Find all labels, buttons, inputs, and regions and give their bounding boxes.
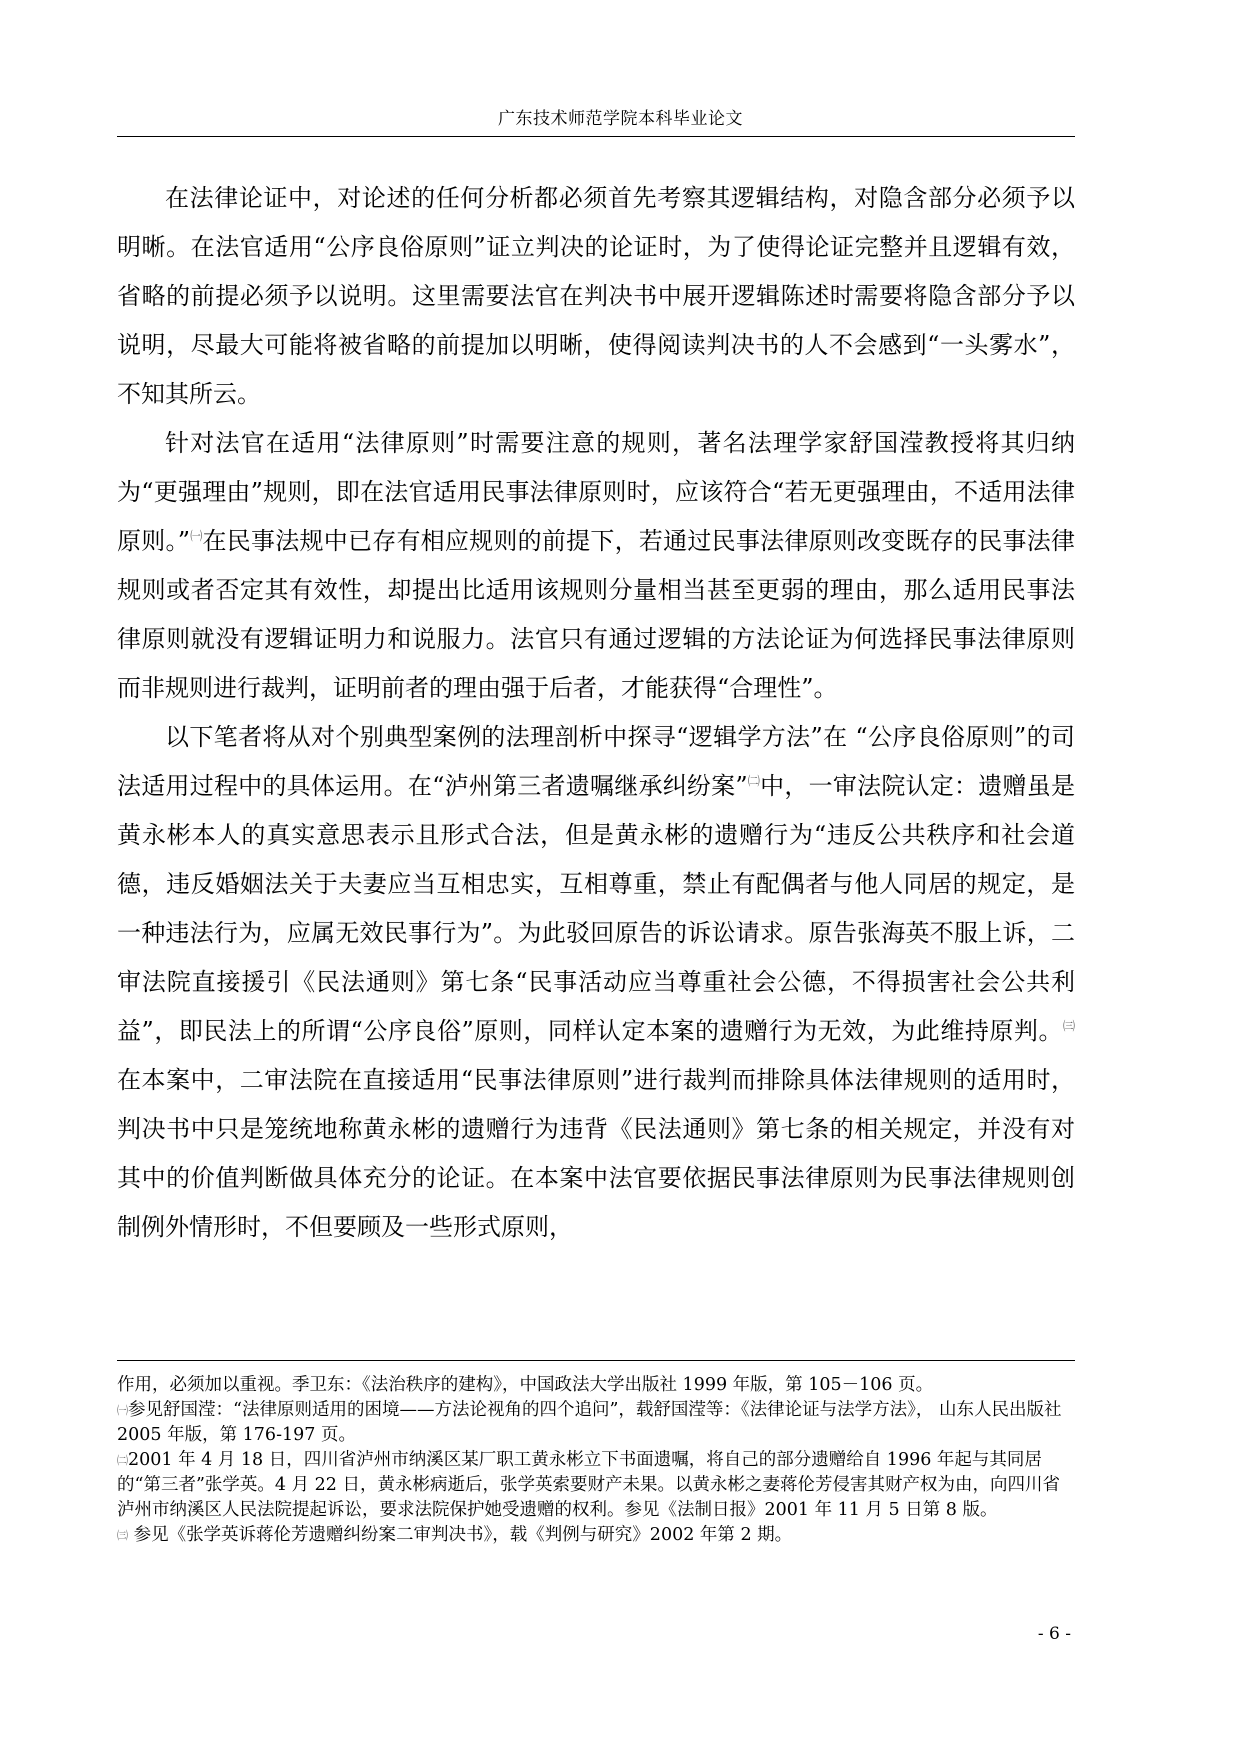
page-header-title: 广东技术师范学院本科毕业论文 <box>498 109 743 129</box>
header-divider <box>117 136 1075 137</box>
footnote-2-mark: ㈡ <box>117 1454 128 1467</box>
footnote-divider <box>117 1360 1075 1361</box>
footnote-1-text: 参见舒国滢：“法律原则适用的困境——方法论视角的四个追问”，载舒国滢等：《法律论证与法学方法》， 山东人民出版社 2005 年版，第 176-197 页。 <box>117 1400 1062 1445</box>
paragraph-3-part-a: 以下笔者将从对个别典型案例的法理剖析中探寻“逻辑学方法”在 “公序良俗原则”的司法适用过程中的具体运用。在“泸州第三者遗嘱继承纠纷案” <box>117 723 1075 800</box>
footnotes <box>117 1373 1075 1548</box>
footnote-ref-2[interactable]: ㈡ <box>747 774 761 788</box>
body-text <box>117 174 1075 1252</box>
paragraph-3-part-c: 在本案中，二审法院在直接适用“民事法律原则”进行裁判而排除具体法律规则的适用时，判决书中只是笼统地称黄永彬的遗赠行为违背《民法通则》第七条的相关规定，并没有对其中的价值判断做具体充分的论证。在本案中法官要依据民事法律原则为民事法律规则创制例外情形时，不但要顾及一些形式原则， <box>117 1066 1075 1241</box>
footnote-ref-3[interactable]: ㈢ <box>1062 1019 1075 1033</box>
footnote-1-mark: ㈠ <box>117 1404 128 1417</box>
paragraph-2-part-a: 针对法官在适用“法律原则”时需要注意的规则，著名法理学家舒国滢教授将其归纳为“更强理由”规则，即在法官适用民事法律原则时，应该符合“若无更强理由，不适用法律原则。” <box>117 429 1075 555</box>
footnote-3 <box>117 1523 1075 1548</box>
footnote-ref-1[interactable]: ㈠ <box>190 529 203 543</box>
footnote-2-text: 2001 年 4 月 18 日，四川省泸州市纳溪区某厂职工黄永彬立下书面遗嘱，将自己的部分遗赠给自 1996 年起与其同居的“第三者”张学英。4 月 22 日，黄永彬病逝后，张学英索要财产未果。以黄永彬之妻蒋伦芳侵害其财产权为由，向四川省泸州市纳溪区人民法院提起诉讼，要求法院保护她受遗赠的权利。参见《法制日报》2001 年 11 月 5 日第 8 版。 <box>117 1450 1060 1520</box>
paragraph-2-part-b: 在民事法规中已存有相应规则的前提下，若通过民事法律原则改变既存的民事法律规则或者否定其有效性，却提出比适用该规则分量相当甚至更弱的理由，那么适用民事法律原则就没有逻辑证明力和说服力。法官只有通过逻辑的方法论证为何选择民事法律原则而非规则进行裁判，证明前者的理由强于后者，才能获得“合理性”。 <box>117 527 1075 702</box>
footnote-3-text: 参见《张学英诉蒋伦芳遗赠纠纷案二审判决书》，载《判例与研究》2002 年第 2 期。 <box>128 1525 793 1545</box>
footnote-continuation: 作用，必须加以重视。季卫东：《法治秩序的建构》，中国政法大学出版社 1999 年版，第 105－106 页。 <box>117 1375 934 1395</box>
page-number: - 6 - <box>1037 1624 1071 1644</box>
footnote-2 <box>117 1448 1075 1523</box>
paragraph-2 <box>117 419 1075 713</box>
paragraph-3 <box>117 713 1075 1252</box>
footnote-3-mark: ㈢ <box>117 1529 128 1542</box>
footnote-1 <box>117 1398 1075 1448</box>
paragraph-1: 在法律论证中，对论述的任何分析都必须首先考察其逻辑结构，对隐含部分必须予以明晰。在法官适用“公序良俗原则”证立判决的论证时，为了使得论证完整并且逻辑有效，省略的前提必须予以说明。这里需要法官在判决书中展开逻辑陈述时需要将隐含部分予以说明，尽最大可能将被省略的前提加以明晰，使得阅读判决书的人不会感到“一头雾水”，不知其所云。 <box>117 184 1075 408</box>
paragraph-3-part-b: 中，一审法院认定：遗赠虽是黄永彬本人的真实意思表示且形式合法，但是黄永彬的遗赠行为“违反公共秩序和社会道德，违反婚姻法关于夫妻应当互相忠实，互相尊重，禁止有配偶者与他人同居的规定，是一种违法行为，应属无效民事行为”。为此驳回原告的诉讼请求。原告张海英不服上诉，二审法院直接援引《民法通则》第七条“民事活动应当尊重社会公德，不得损害社会公共利益”，即民法上的所谓“公序良俗”原则，同样认定本案的遗赠行为无效，为此维持原判。 <box>117 772 1075 1045</box>
